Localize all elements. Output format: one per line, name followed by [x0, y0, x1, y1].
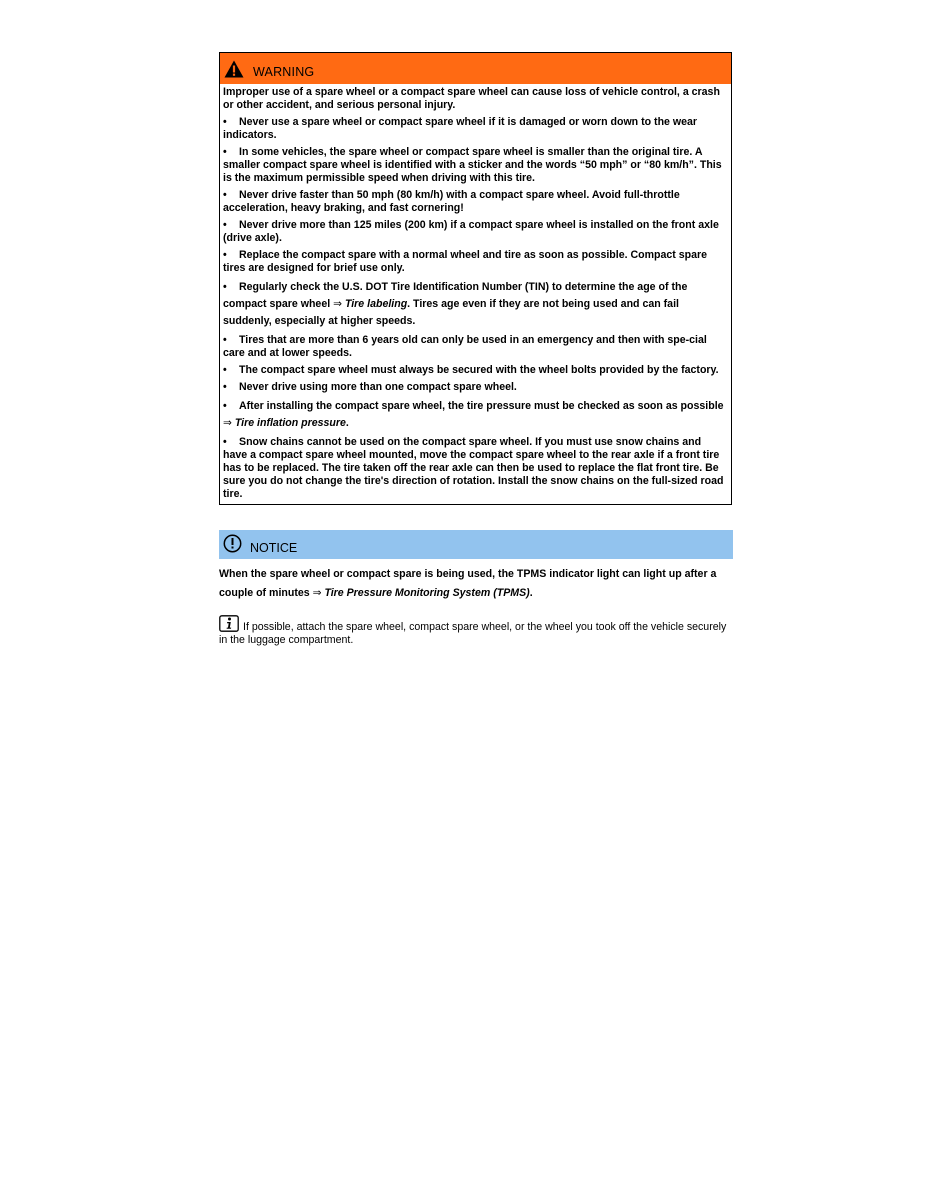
- bullet-icon: •: [223, 334, 227, 346]
- warning-item: • Tires that are more than 6 years old can only be used in an emergency and then with spe-cial care and at lower speeds.: [223, 334, 707, 359]
- warning-triangle-icon: [224, 60, 244, 78]
- warning-item: • Never use a spare wheel or compact spare wheel if it is damaged or worn down to the wear indicators.: [223, 116, 698, 141]
- tire-labeling-link[interactable]: Tire labeling: [344, 298, 408, 310]
- exclamation-circle-icon: [223, 534, 242, 553]
- warning-body: [220, 84, 731, 504]
- warning-item: • After installing the compact spare wheel, the tire pressure must be checked as soon as possible ⇒ Tire inflation pressure.: [223, 400, 724, 429]
- warning-intro: Improper use of a spare wheel or a compact spare wheel can cause loss of vehicle control, a crash or other accident, and serious personal injury.: [223, 86, 720, 111]
- info-note: [219, 615, 733, 647]
- reference-arrow-icon: ⇒: [223, 417, 232, 429]
- warning-header: [220, 53, 731, 84]
- tpms-link[interactable]: Tire Pressure Monitoring System (TPMS): [324, 587, 530, 599]
- reference-arrow-icon: ⇒: [312, 587, 322, 599]
- warning-item: • Never drive faster than 50 mph (80 km/h) with a compact spare wheel. Avoid full-throttle acceleration, heavy braking, and fast cornering!: [223, 189, 680, 214]
- warning-item: • Snow chains cannot be used on the compact spare wheel. If you must use snow chains and have a compact spare wheel mounted, move the compact spare wheel to the rear axle if a front tire has to be replaced. The tire taken off the rear axle can then be used to replace the flat front tire. Be sure you do not change the tire's direction of rotation. Install the snow chains on the full-sized road tire.: [223, 436, 724, 500]
- bullet-icon: •: [223, 400, 227, 412]
- bullet-icon: •: [223, 219, 227, 231]
- bullet-icon: •: [223, 436, 227, 448]
- bullet-icon: •: [223, 146, 227, 158]
- notice-body: When the spare wheel or compact spare is being used, the TPMS indicator light can light up after a couple of minutes ⇒ Tire Pressure Monitoring System (TPMS).: [219, 568, 717, 599]
- bullet-icon: •: [223, 364, 227, 376]
- bullet-icon: •: [223, 116, 227, 128]
- bullet-icon: •: [223, 381, 227, 393]
- warning-item: • In some vehicles, the spare wheel or compact spare wheel is smaller than the original tire. A smaller compact spare wheel is identified with a sticker and the words “50 mph” or “80 km/h”. This is the maximum permissible speed when driving with this tire.: [223, 146, 722, 184]
- tire-inflation-pressure-link[interactable]: Tire inflation pressure: [234, 417, 346, 429]
- warning-item: • Regularly check the U.S. DOT Tire Identification Number (TIN) to determine the age of the compact spare wheel ⇒ Tire labeling. Tires age even if they are not being used and can fail suddenly, especially at higher speeds.: [223, 281, 688, 327]
- warning-box: [219, 52, 732, 505]
- notice-header: [219, 530, 733, 559]
- bullet-icon: •: [223, 281, 227, 293]
- info-icon: [219, 615, 239, 632]
- warning-item: • Never drive more than 125 miles (200 km) if a compact spare wheel is installed on the front axle (drive axle).: [223, 219, 719, 244]
- bullet-icon: •: [223, 249, 227, 261]
- info-note-text: If possible, attach the spare wheel, compact spare wheel, or the wheel you took off the vehicle securely in the luggage compartment.: [219, 621, 727, 646]
- reference-arrow-icon: ⇒: [333, 298, 342, 310]
- warning-item: • Never drive using more than one compact spare wheel.: [223, 381, 517, 393]
- warning-item: • Replace the compact spare with a normal wheel and tire as soon as possible. Compact spare tires are designed for brief use only.: [223, 249, 708, 274]
- warning-title: WARNING: [253, 65, 315, 79]
- bullet-icon: •: [223, 189, 227, 201]
- warning-item: • The compact spare wheel must always be secured with the wheel bolts provided by the factory.: [223, 364, 719, 376]
- notice-title: NOTICE: [250, 541, 298, 555]
